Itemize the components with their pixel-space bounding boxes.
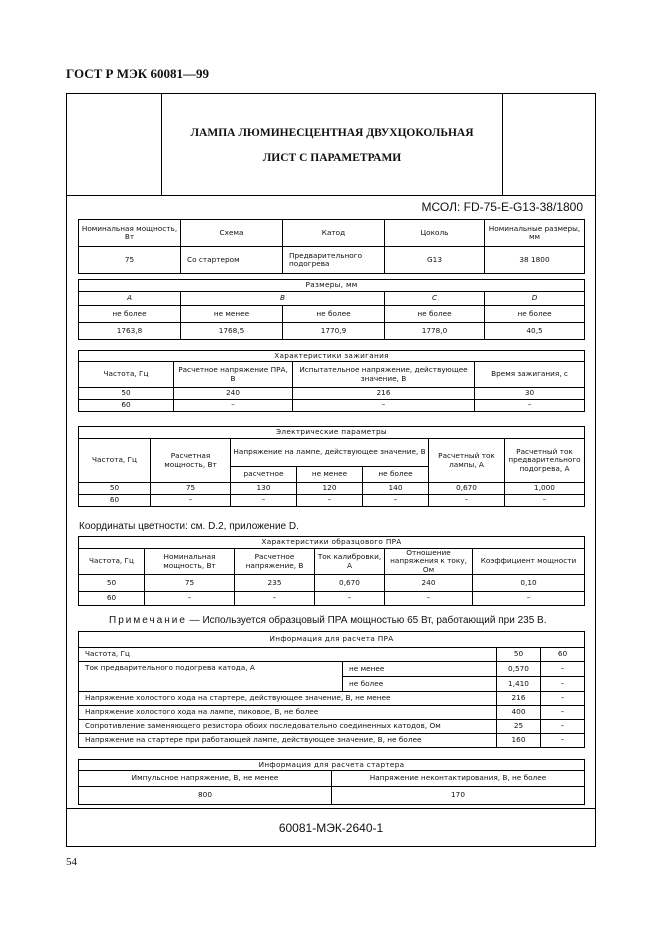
table-cell: 0,670 — [315, 575, 385, 592]
header-cell: Напряжение неконтактирования, В, не более — [332, 771, 585, 787]
table-cell: G13 — [385, 247, 485, 274]
dimensions-table — [78, 279, 585, 340]
header-cell: Расчетное напряжение ПРА, В — [174, 362, 293, 388]
table-cell: Ток предварительного подогрева катода, А — [79, 662, 343, 692]
table-cell: не более — [79, 306, 181, 323]
table-cell: Сопротивление заменяющего резистора обоих последовательно соединенных катодов, Ом — [79, 720, 497, 734]
table-cell: – — [541, 706, 585, 720]
table-cell: 1,410 — [497, 677, 541, 692]
table-cell: – — [231, 495, 297, 507]
header-cell: Частота, Гц — [79, 362, 174, 388]
table-cell: 40,5 — [485, 323, 585, 340]
table-cell: 120 — [297, 483, 363, 495]
table-caption: Размеры, мм — [79, 280, 585, 292]
header-cell: не более — [363, 467, 429, 483]
table-cell: 75 — [151, 483, 231, 495]
header-cell: Цоколь — [385, 220, 485, 247]
header-cell: Расчетное напряжение, В — [235, 549, 315, 575]
table-cell: 216 — [293, 388, 475, 400]
table-cell: 400 — [497, 706, 541, 720]
table-cell: Напряжение на стартере при работающей лампе, действующее значение, В, не более — [79, 734, 497, 748]
header-cell: Отношение напряжения к току, Ом — [385, 549, 473, 575]
table-cell: – — [541, 720, 585, 734]
table-cell: – — [174, 400, 293, 412]
table-cell: 25 — [497, 720, 541, 734]
table-cell: 60 — [541, 648, 585, 662]
table-cell: 0,670 — [429, 483, 505, 495]
header-cell: Напряжение на лампе, действующее значение, В — [231, 439, 429, 467]
table-cell: Напряжение холостого хода на лампе, пиковое, В, не более — [79, 706, 497, 720]
table-caption: Характеристики зажигания — [79, 351, 585, 362]
header-cell: Расчетный ток лампы, А — [429, 439, 505, 483]
table-cell: 235 — [235, 575, 315, 592]
table-cell: 160 — [497, 734, 541, 748]
table-cell: – — [473, 592, 585, 606]
table-cell: – — [297, 495, 363, 507]
dimension-letter: C — [385, 292, 485, 306]
parameter-sheet-frame — [66, 93, 596, 847]
dimension-letter: D — [485, 292, 585, 306]
table-cell: – — [541, 662, 585, 677]
table-cell: – — [541, 692, 585, 706]
table-cell: 60 — [79, 400, 174, 412]
table-cell: 1770,9 — [283, 323, 385, 340]
table-cell: 1768,5 — [181, 323, 283, 340]
table-cell: – — [145, 592, 235, 606]
table-cell: – — [385, 592, 473, 606]
table-cell: 130 — [231, 483, 297, 495]
header-cell: Импульсное напряжение, В, не менее — [79, 771, 332, 787]
header-cell: Испытательное напряжение, действующее значение, В — [293, 362, 475, 388]
ignition-table — [78, 350, 585, 412]
table-cell: 240 — [385, 575, 473, 592]
chromaticity-note: Координаты цветности: см. D.2, приложение D. — [79, 521, 299, 532]
header-cell: расчетное — [231, 467, 297, 483]
table-cell: 50 — [79, 388, 174, 400]
starter-design-table — [78, 759, 585, 805]
table-cell: 60 — [79, 495, 151, 507]
electrical-table — [78, 426, 585, 507]
table-cell: – — [293, 400, 475, 412]
table-cell: – — [505, 495, 585, 507]
table-cell: 240 — [174, 388, 293, 400]
table-cell: не более — [385, 306, 485, 323]
header-cell: Коэффициент мощности — [473, 549, 585, 575]
footnote — [109, 615, 547, 626]
table-cell: 50 — [497, 648, 541, 662]
dimension-letter: A — [79, 292, 181, 306]
table-cell: 50 — [79, 575, 145, 592]
header-cell: Номинальные размеры, мм — [485, 220, 585, 247]
table-cell: 30 — [475, 388, 585, 400]
table-cell: – — [151, 495, 231, 507]
document-title: ГОСТ Р МЭК 60081—99 — [66, 66, 209, 81]
header-cell: Расчетная мощность, Вт — [151, 439, 231, 483]
lamp-code: МСОЛ: FD-75-E-G13-38/1800 — [421, 200, 583, 214]
table-cell: не более — [283, 306, 385, 323]
header-cell: Ток калибровки, А — [315, 549, 385, 575]
sheet-title-line2: ЛИСТ С ПАРАМЕТРАМИ — [262, 152, 402, 164]
header-cell: Расчетный ток предварительного подогрева, А — [505, 439, 585, 483]
table-cell: 1763,8 — [79, 323, 181, 340]
table-cell: – — [541, 677, 585, 692]
table-cell: – — [541, 734, 585, 748]
table-cell: Частота, Гц — [79, 648, 497, 662]
header-cell: не менее — [297, 467, 363, 483]
table-cell: Напряжение холостого хода на стартере, действующее значение, В, не менее — [79, 692, 497, 706]
table-cell: – — [363, 495, 429, 507]
header-cell: Время зажигания, с — [475, 362, 585, 388]
general-table — [78, 219, 585, 274]
table-cell: – — [315, 592, 385, 606]
table-cell: не менее — [181, 306, 283, 323]
table-caption: Электрические параметры — [79, 427, 585, 439]
header-cell: Схема — [181, 220, 283, 247]
sheet-title-line1: ЛАМПА ЛЮМИНЕСЦЕНТНАЯ ДВУХЦОКОЛЬНАЯ — [190, 127, 474, 139]
table-cell: 75 — [145, 575, 235, 592]
table-caption: Характеристики образцового ПРА — [79, 537, 585, 549]
dimension-letter: B — [181, 292, 385, 306]
header-cell: Номинальная мощность, Вт — [145, 549, 235, 575]
table-cell: Со стартером — [181, 247, 283, 274]
table-cell: 216 — [497, 692, 541, 706]
table-cell: – — [475, 400, 585, 412]
table-cell: не менее — [343, 662, 497, 677]
table-cell: 50 — [79, 483, 151, 495]
table-cell: 60 — [79, 592, 145, 606]
table-cell: – — [235, 592, 315, 606]
page-number: 54 — [66, 856, 77, 868]
table-cell: 170 — [332, 787, 585, 805]
table-cell: 1778,0 — [385, 323, 485, 340]
table-cell: Предварительного подогрева — [283, 247, 385, 274]
table-cell: 0,570 — [497, 662, 541, 677]
table-cell: 0,10 — [473, 575, 585, 592]
table-caption: Информация для расчета стартера — [79, 760, 585, 771]
table-cell: 140 — [363, 483, 429, 495]
ballast-design-table — [78, 631, 585, 748]
footnote-label: Примечание — [109, 615, 187, 626]
table-cell: не более — [343, 677, 497, 692]
footnote-text: — Используется образцовый ПРА мощностью 65 Вт, работающий при 235 В. — [189, 615, 547, 626]
sheet-number: 60081-МЭК-2640-1 — [278, 821, 384, 835]
table-cell: 38 1800 — [485, 247, 585, 274]
sheet-header — [67, 94, 595, 196]
header-cell: Номинальная мощность, Вт — [79, 220, 181, 247]
header-cell: Частота, Гц — [79, 439, 151, 483]
table-cell: 75 — [79, 247, 181, 274]
table-cell: 800 — [79, 787, 332, 805]
table-cell: – — [429, 495, 505, 507]
reference-ballast-table — [78, 536, 585, 606]
header-cell: Частота, Гц — [79, 549, 145, 575]
header-cell: Катод — [283, 220, 385, 247]
table-cell: 1,000 — [505, 483, 585, 495]
table-cell: не более — [485, 306, 585, 323]
table-caption: Информация для расчета ПРА — [79, 632, 585, 648]
